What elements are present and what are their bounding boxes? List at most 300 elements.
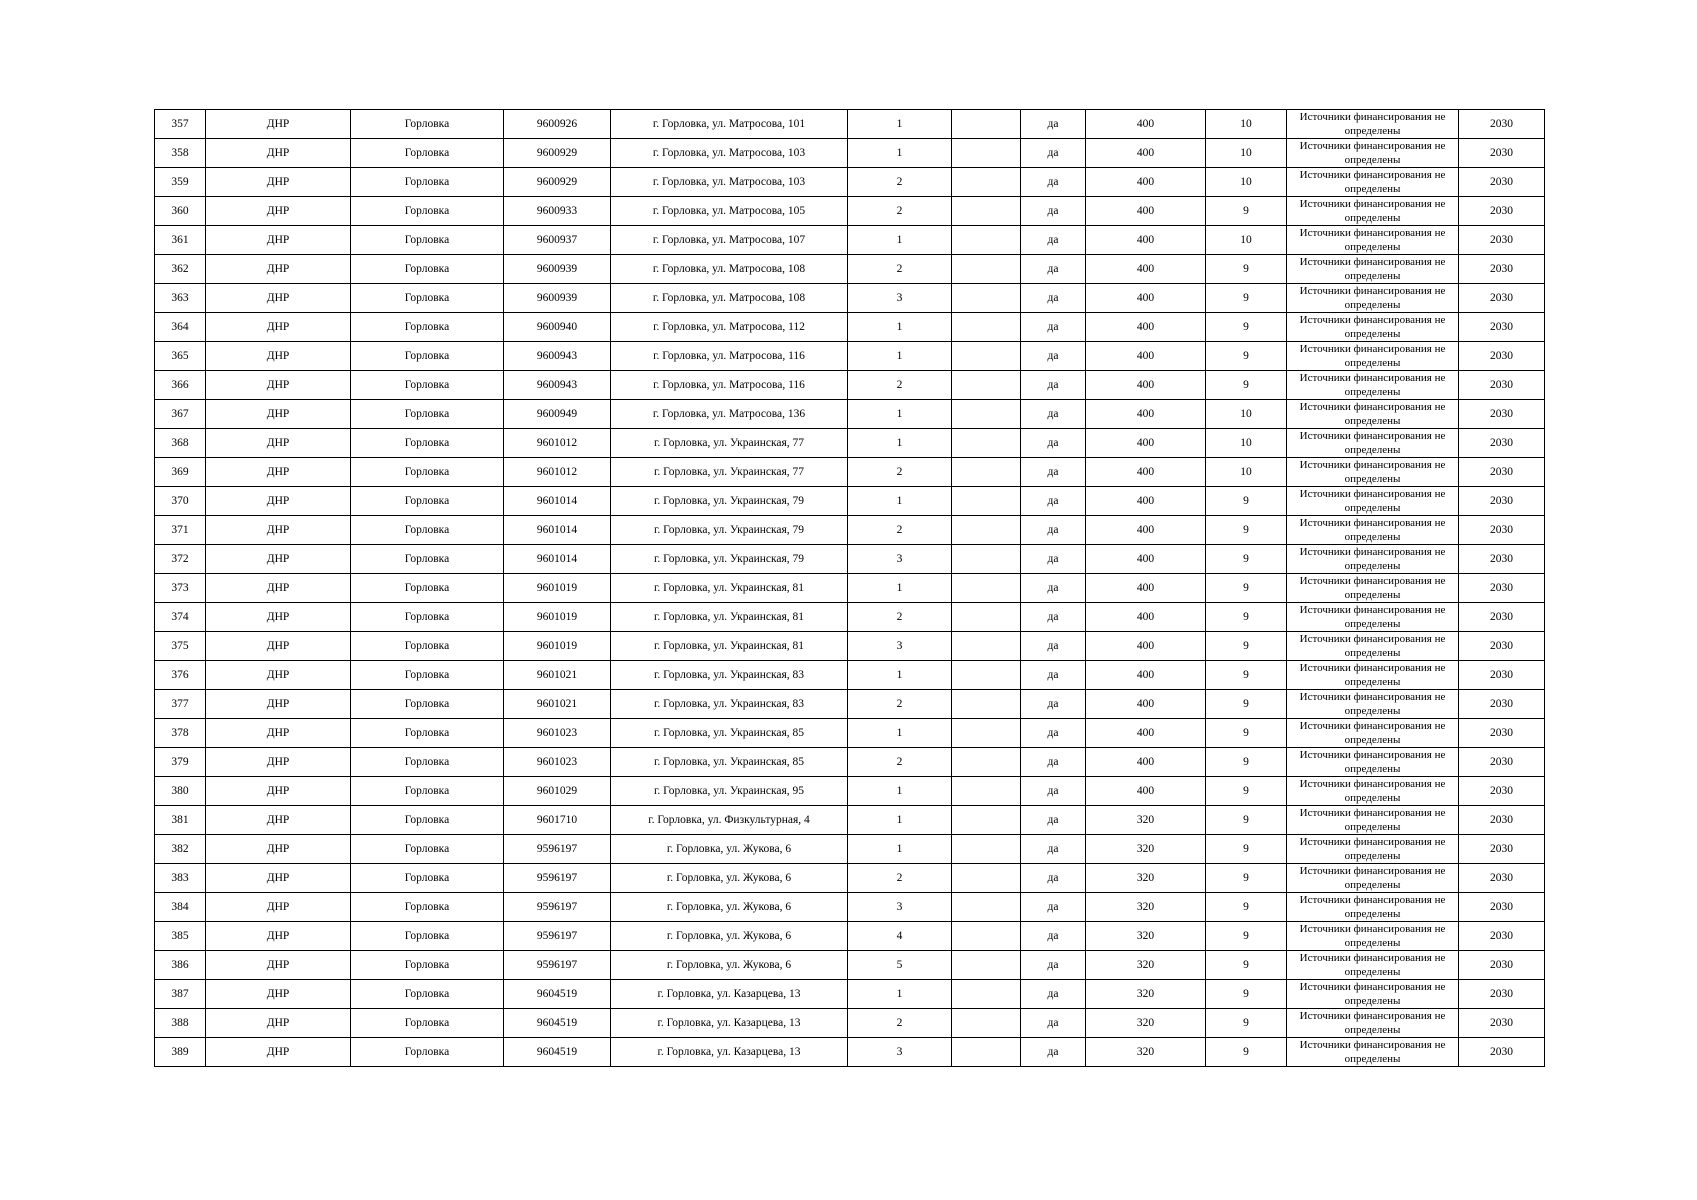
floors-cell: 9 — [1206, 922, 1287, 951]
row-number-cell: 371 — [155, 516, 206, 545]
address-cell: г. Горловка, ул. Жукова, 6 — [611, 864, 848, 893]
object-code-cell: 9601023 — [504, 719, 611, 748]
city-cell: Горловка — [351, 922, 504, 951]
region-cell: ДНР — [206, 864, 351, 893]
entrance-number-cell: 2 — [848, 255, 952, 284]
funding-source-cell: Источники финансирования не определены — [1287, 951, 1459, 980]
city-cell: Горловка — [351, 777, 504, 806]
capacity-cell: 400 — [1086, 748, 1206, 777]
empty-cell — [952, 806, 1021, 835]
floors-cell: 9 — [1206, 806, 1287, 835]
table-row — [155, 893, 1545, 922]
region-cell: ДНР — [206, 110, 351, 139]
row-number-cell: 357 — [155, 110, 206, 139]
empty-cell — [952, 864, 1021, 893]
entrance-number-cell: 1 — [848, 110, 952, 139]
year-cell: 2030 — [1459, 371, 1545, 400]
table-row — [155, 661, 1545, 690]
city-cell: Горловка — [351, 313, 504, 342]
flag-cell: да — [1021, 226, 1086, 255]
year-cell: 2030 — [1459, 748, 1545, 777]
object-code-cell: 9600943 — [504, 342, 611, 371]
table-row — [155, 400, 1545, 429]
funding-source-cell: Источники финансирования не определены — [1287, 690, 1459, 719]
object-code-cell: 9601029 — [504, 777, 611, 806]
city-cell: Горловка — [351, 342, 504, 371]
table-row — [155, 545, 1545, 574]
object-code-cell: 9596197 — [504, 893, 611, 922]
region-cell: ДНР — [206, 342, 351, 371]
object-code-cell: 9596197 — [504, 922, 611, 951]
row-number-cell: 384 — [155, 893, 206, 922]
city-cell: Горловка — [351, 371, 504, 400]
row-number-cell: 370 — [155, 487, 206, 516]
year-cell: 2030 — [1459, 806, 1545, 835]
object-code-cell: 9600926 — [504, 110, 611, 139]
empty-cell — [952, 719, 1021, 748]
address-cell: г. Горловка, ул. Казарцева, 13 — [611, 1038, 848, 1067]
address-cell: г. Горловка, ул. Жукова, 6 — [611, 893, 848, 922]
year-cell: 2030 — [1459, 255, 1545, 284]
empty-cell — [952, 922, 1021, 951]
region-cell: ДНР — [206, 255, 351, 284]
city-cell: Горловка — [351, 197, 504, 226]
floors-cell: 9 — [1206, 342, 1287, 371]
city-cell: Горловка — [351, 951, 504, 980]
row-number-cell: 381 — [155, 806, 206, 835]
entrance-number-cell: 1 — [848, 835, 952, 864]
region-cell: ДНР — [206, 197, 351, 226]
entrance-number-cell: 2 — [848, 748, 952, 777]
object-code-cell: 9600929 — [504, 168, 611, 197]
row-number-cell: 377 — [155, 690, 206, 719]
year-cell: 2030 — [1459, 197, 1545, 226]
empty-cell — [952, 139, 1021, 168]
capacity-cell: 320 — [1086, 922, 1206, 951]
empty-cell — [952, 835, 1021, 864]
table-row — [155, 806, 1545, 835]
object-code-cell: 9601019 — [504, 574, 611, 603]
capacity-cell: 400 — [1086, 197, 1206, 226]
table-row — [155, 748, 1545, 777]
flag-cell: да — [1021, 487, 1086, 516]
empty-cell — [952, 980, 1021, 1009]
entrance-number-cell: 2 — [848, 603, 952, 632]
capacity-cell: 400 — [1086, 777, 1206, 806]
city-cell: Горловка — [351, 893, 504, 922]
table-row — [155, 951, 1545, 980]
year-cell: 2030 — [1459, 110, 1545, 139]
funding-source-cell: Источники финансирования не определены — [1287, 110, 1459, 139]
address-cell: г. Горловка, ул. Жукова, 6 — [611, 835, 848, 864]
flag-cell: да — [1021, 313, 1086, 342]
city-cell: Горловка — [351, 255, 504, 284]
row-number-cell: 376 — [155, 661, 206, 690]
flag-cell: да — [1021, 429, 1086, 458]
region-cell: ДНР — [206, 951, 351, 980]
region-cell: ДНР — [206, 545, 351, 574]
region-cell: ДНР — [206, 400, 351, 429]
capacity-cell: 320 — [1086, 806, 1206, 835]
address-cell: г. Горловка, ул. Физкультурная, 4 — [611, 806, 848, 835]
flag-cell: да — [1021, 632, 1086, 661]
funding-source-cell: Источники финансирования не определены — [1287, 661, 1459, 690]
year-cell: 2030 — [1459, 429, 1545, 458]
funding-source-cell: Источники финансирования не определены — [1287, 603, 1459, 632]
flag-cell: да — [1021, 603, 1086, 632]
flag-cell: да — [1021, 893, 1086, 922]
flag-cell: да — [1021, 835, 1086, 864]
object-code-cell: 9596197 — [504, 835, 611, 864]
year-cell: 2030 — [1459, 1009, 1545, 1038]
floors-cell: 9 — [1206, 661, 1287, 690]
city-cell: Горловка — [351, 139, 504, 168]
entrance-number-cell: 1 — [848, 719, 952, 748]
object-code-cell: 9600933 — [504, 197, 611, 226]
year-cell: 2030 — [1459, 226, 1545, 255]
address-cell: г. Горловка, ул. Украинская, 77 — [611, 429, 848, 458]
empty-cell — [952, 1038, 1021, 1067]
table-row — [155, 690, 1545, 719]
entrance-number-cell: 1 — [848, 661, 952, 690]
row-number-cell: 366 — [155, 371, 206, 400]
object-code-cell: 9604519 — [504, 1038, 611, 1067]
floors-cell: 9 — [1206, 545, 1287, 574]
funding-source-cell: Источники финансирования не определены — [1287, 400, 1459, 429]
flag-cell: да — [1021, 748, 1086, 777]
address-cell: г. Горловка, ул. Украинская, 79 — [611, 516, 848, 545]
city-cell: Горловка — [351, 1009, 504, 1038]
year-cell: 2030 — [1459, 951, 1545, 980]
flag-cell: да — [1021, 516, 1086, 545]
capacity-cell: 400 — [1086, 226, 1206, 255]
region-cell: ДНР — [206, 284, 351, 313]
empty-cell — [952, 371, 1021, 400]
row-number-cell: 358 — [155, 139, 206, 168]
capacity-cell: 400 — [1086, 284, 1206, 313]
table-row — [155, 864, 1545, 893]
city-cell: Горловка — [351, 284, 504, 313]
flag-cell: да — [1021, 951, 1086, 980]
table-row — [155, 516, 1545, 545]
row-number-cell: 359 — [155, 168, 206, 197]
city-cell: Горловка — [351, 835, 504, 864]
row-number-cell: 385 — [155, 922, 206, 951]
funding-source-cell: Источники финансирования не определены — [1287, 516, 1459, 545]
table-row — [155, 487, 1545, 516]
object-code-cell: 9596197 — [504, 951, 611, 980]
capacity-cell: 400 — [1086, 342, 1206, 371]
capacity-cell: 400 — [1086, 371, 1206, 400]
entrance-number-cell: 2 — [848, 168, 952, 197]
funding-source-cell: Источники финансирования не определены — [1287, 545, 1459, 574]
table-row — [155, 835, 1545, 864]
floors-cell: 10 — [1206, 458, 1287, 487]
row-number-cell: 387 — [155, 980, 206, 1009]
address-cell: г. Горловка, ул. Украинская, 81 — [611, 603, 848, 632]
flag-cell: да — [1021, 806, 1086, 835]
address-cell: г. Горловка, ул. Украинская, 81 — [611, 632, 848, 661]
row-number-cell: 380 — [155, 777, 206, 806]
funding-source-cell: Источники финансирования не определены — [1287, 487, 1459, 516]
flag-cell: да — [1021, 574, 1086, 603]
flag-cell: да — [1021, 864, 1086, 893]
region-cell: ДНР — [206, 690, 351, 719]
floors-cell: 9 — [1206, 951, 1287, 980]
city-cell: Горловка — [351, 806, 504, 835]
address-cell: г. Горловка, ул. Матросова, 103 — [611, 139, 848, 168]
capacity-cell: 400 — [1086, 719, 1206, 748]
object-code-cell: 9604519 — [504, 1009, 611, 1038]
entrance-number-cell: 1 — [848, 487, 952, 516]
year-cell: 2030 — [1459, 139, 1545, 168]
region-cell: ДНР — [206, 980, 351, 1009]
entrance-number-cell: 1 — [848, 400, 952, 429]
year-cell: 2030 — [1459, 400, 1545, 429]
address-cell: г. Горловка, ул. Украинская, 79 — [611, 545, 848, 574]
capacity-cell: 400 — [1086, 458, 1206, 487]
entrance-number-cell: 1 — [848, 980, 952, 1009]
capacity-cell: 400 — [1086, 487, 1206, 516]
funding-source-cell: Источники финансирования не определены — [1287, 980, 1459, 1009]
floors-cell: 9 — [1206, 719, 1287, 748]
capacity-cell: 400 — [1086, 516, 1206, 545]
region-cell: ДНР — [206, 487, 351, 516]
year-cell: 2030 — [1459, 603, 1545, 632]
entrance-number-cell: 1 — [848, 806, 952, 835]
object-code-cell: 9600929 — [504, 139, 611, 168]
object-code-cell: 9600937 — [504, 226, 611, 255]
row-number-cell: 389 — [155, 1038, 206, 1067]
floors-cell: 9 — [1206, 864, 1287, 893]
table-row — [155, 255, 1545, 284]
empty-cell — [952, 748, 1021, 777]
row-number-cell: 382 — [155, 835, 206, 864]
city-cell: Горловка — [351, 226, 504, 255]
object-code-cell: 9601014 — [504, 545, 611, 574]
empty-cell — [952, 893, 1021, 922]
floors-cell: 9 — [1206, 835, 1287, 864]
empty-cell — [952, 197, 1021, 226]
address-cell: г. Горловка, ул. Матросова, 103 — [611, 168, 848, 197]
empty-cell — [952, 574, 1021, 603]
capacity-cell: 400 — [1086, 429, 1206, 458]
funding-source-cell: Источники финансирования не определены — [1287, 226, 1459, 255]
flag-cell: да — [1021, 458, 1086, 487]
year-cell: 2030 — [1459, 313, 1545, 342]
table-row — [155, 574, 1545, 603]
object-code-cell: 9601012 — [504, 429, 611, 458]
flag-cell: да — [1021, 371, 1086, 400]
region-cell: ДНР — [206, 516, 351, 545]
region-cell: ДНР — [206, 922, 351, 951]
row-number-cell: 365 — [155, 342, 206, 371]
region-cell: ДНР — [206, 458, 351, 487]
year-cell: 2030 — [1459, 777, 1545, 806]
address-cell: г. Горловка, ул. Украинская, 77 — [611, 458, 848, 487]
floors-cell: 9 — [1206, 980, 1287, 1009]
funding-source-cell: Источники финансирования не определены — [1287, 922, 1459, 951]
year-cell: 2030 — [1459, 284, 1545, 313]
flag-cell: да — [1021, 197, 1086, 226]
row-number-cell: 369 — [155, 458, 206, 487]
address-cell: г. Горловка, ул. Украинская, 83 — [611, 690, 848, 719]
address-cell: г. Горловка, ул. Украинская, 85 — [611, 748, 848, 777]
capacity-cell: 320 — [1086, 1009, 1206, 1038]
city-cell: Горловка — [351, 690, 504, 719]
region-cell: ДНР — [206, 806, 351, 835]
flag-cell: да — [1021, 168, 1086, 197]
object-code-cell: 9601014 — [504, 516, 611, 545]
flag-cell: да — [1021, 545, 1086, 574]
address-cell: г. Горловка, ул. Казарцева, 13 — [611, 980, 848, 1009]
empty-cell — [952, 400, 1021, 429]
address-cell: г. Горловка, ул. Матросова, 136 — [611, 400, 848, 429]
city-cell: Горловка — [351, 545, 504, 574]
year-cell: 2030 — [1459, 661, 1545, 690]
entrance-number-cell: 3 — [848, 284, 952, 313]
region-cell: ДНР — [206, 313, 351, 342]
address-cell: г. Горловка, ул. Матросова, 112 — [611, 313, 848, 342]
address-cell: г. Горловка, ул. Украинская, 79 — [611, 487, 848, 516]
empty-cell — [952, 487, 1021, 516]
table-row — [155, 313, 1545, 342]
registry-table — [154, 109, 1545, 1067]
floors-cell: 10 — [1206, 400, 1287, 429]
empty-cell — [952, 661, 1021, 690]
capacity-cell: 400 — [1086, 400, 1206, 429]
table-row — [155, 110, 1545, 139]
capacity-cell: 320 — [1086, 1038, 1206, 1067]
table-row — [155, 777, 1545, 806]
region-cell: ДНР — [206, 429, 351, 458]
city-cell: Горловка — [351, 1038, 504, 1067]
entrance-number-cell: 2 — [848, 690, 952, 719]
flag-cell: да — [1021, 255, 1086, 284]
funding-source-cell: Источники финансирования не определены — [1287, 1009, 1459, 1038]
capacity-cell: 400 — [1086, 632, 1206, 661]
empty-cell — [952, 168, 1021, 197]
address-cell: г. Горловка, ул. Матросова, 116 — [611, 342, 848, 371]
entrance-number-cell: 3 — [848, 1038, 952, 1067]
funding-source-cell: Источники финансирования не определены — [1287, 719, 1459, 748]
floors-cell: 9 — [1206, 1009, 1287, 1038]
address-cell: г. Горловка, ул. Матросова, 101 — [611, 110, 848, 139]
table-row — [155, 284, 1545, 313]
table-row — [155, 603, 1545, 632]
region-cell: ДНР — [206, 1038, 351, 1067]
funding-source-cell: Источники финансирования не определены — [1287, 748, 1459, 777]
year-cell: 2030 — [1459, 690, 1545, 719]
entrance-number-cell: 3 — [848, 632, 952, 661]
row-number-cell: 375 — [155, 632, 206, 661]
funding-source-cell: Источники финансирования не определены — [1287, 197, 1459, 226]
region-cell: ДНР — [206, 632, 351, 661]
city-cell: Горловка — [351, 110, 504, 139]
row-number-cell: 378 — [155, 719, 206, 748]
object-code-cell: 9600940 — [504, 313, 611, 342]
year-cell: 2030 — [1459, 922, 1545, 951]
table-row — [155, 139, 1545, 168]
floors-cell: 9 — [1206, 893, 1287, 922]
row-number-cell: 383 — [155, 864, 206, 893]
flag-cell: да — [1021, 110, 1086, 139]
table-row — [155, 226, 1545, 255]
year-cell: 2030 — [1459, 342, 1545, 371]
entrance-number-cell: 1 — [848, 777, 952, 806]
row-number-cell: 386 — [155, 951, 206, 980]
entrance-number-cell: 3 — [848, 545, 952, 574]
floors-cell: 10 — [1206, 110, 1287, 139]
capacity-cell: 320 — [1086, 980, 1206, 1009]
region-cell: ДНР — [206, 168, 351, 197]
year-cell: 2030 — [1459, 168, 1545, 197]
region-cell: ДНР — [206, 371, 351, 400]
empty-cell — [952, 690, 1021, 719]
flag-cell: да — [1021, 1038, 1086, 1067]
entrance-number-cell: 1 — [848, 429, 952, 458]
entrance-number-cell: 1 — [848, 574, 952, 603]
city-cell: Горловка — [351, 458, 504, 487]
city-cell: Горловка — [351, 574, 504, 603]
object-code-cell: 9601014 — [504, 487, 611, 516]
address-cell: г. Горловка, ул. Матросова, 108 — [611, 255, 848, 284]
table-row — [155, 197, 1545, 226]
region-cell: ДНР — [206, 835, 351, 864]
capacity-cell: 400 — [1086, 313, 1206, 342]
floors-cell: 9 — [1206, 516, 1287, 545]
table-row — [155, 371, 1545, 400]
empty-cell — [952, 603, 1021, 632]
city-cell: Горловка — [351, 661, 504, 690]
empty-cell — [952, 516, 1021, 545]
capacity-cell: 400 — [1086, 574, 1206, 603]
object-code-cell: 9600939 — [504, 255, 611, 284]
address-cell: г. Горловка, ул. Матросова, 116 — [611, 371, 848, 400]
city-cell: Горловка — [351, 429, 504, 458]
address-cell: г. Горловка, ул. Казарцева, 13 — [611, 1009, 848, 1038]
funding-source-cell: Источники финансирования не определены — [1287, 284, 1459, 313]
capacity-cell: 320 — [1086, 835, 1206, 864]
entrance-number-cell: 1 — [848, 342, 952, 371]
capacity-cell: 320 — [1086, 893, 1206, 922]
floors-cell: 9 — [1206, 574, 1287, 603]
funding-source-cell: Источники финансирования не определены — [1287, 313, 1459, 342]
address-cell: г. Горловка, ул. Украинская, 95 — [611, 777, 848, 806]
row-number-cell: 363 — [155, 284, 206, 313]
floors-cell: 9 — [1206, 255, 1287, 284]
capacity-cell: 320 — [1086, 864, 1206, 893]
object-code-cell: 9601023 — [504, 748, 611, 777]
funding-source-cell: Источники финансирования не определены — [1287, 342, 1459, 371]
empty-cell — [952, 632, 1021, 661]
year-cell: 2030 — [1459, 574, 1545, 603]
funding-source-cell: Источники финансирования не определены — [1287, 429, 1459, 458]
region-cell: ДНР — [206, 748, 351, 777]
empty-cell — [952, 545, 1021, 574]
row-number-cell: 364 — [155, 313, 206, 342]
empty-cell — [952, 313, 1021, 342]
address-cell: г. Горловка, ул. Жукова, 6 — [611, 951, 848, 980]
region-cell: ДНР — [206, 139, 351, 168]
entrance-number-cell: 2 — [848, 1009, 952, 1038]
city-cell: Горловка — [351, 719, 504, 748]
floors-cell: 9 — [1206, 313, 1287, 342]
empty-cell — [952, 342, 1021, 371]
flag-cell: да — [1021, 400, 1086, 429]
object-code-cell: 9604519 — [504, 980, 611, 1009]
year-cell: 2030 — [1459, 458, 1545, 487]
